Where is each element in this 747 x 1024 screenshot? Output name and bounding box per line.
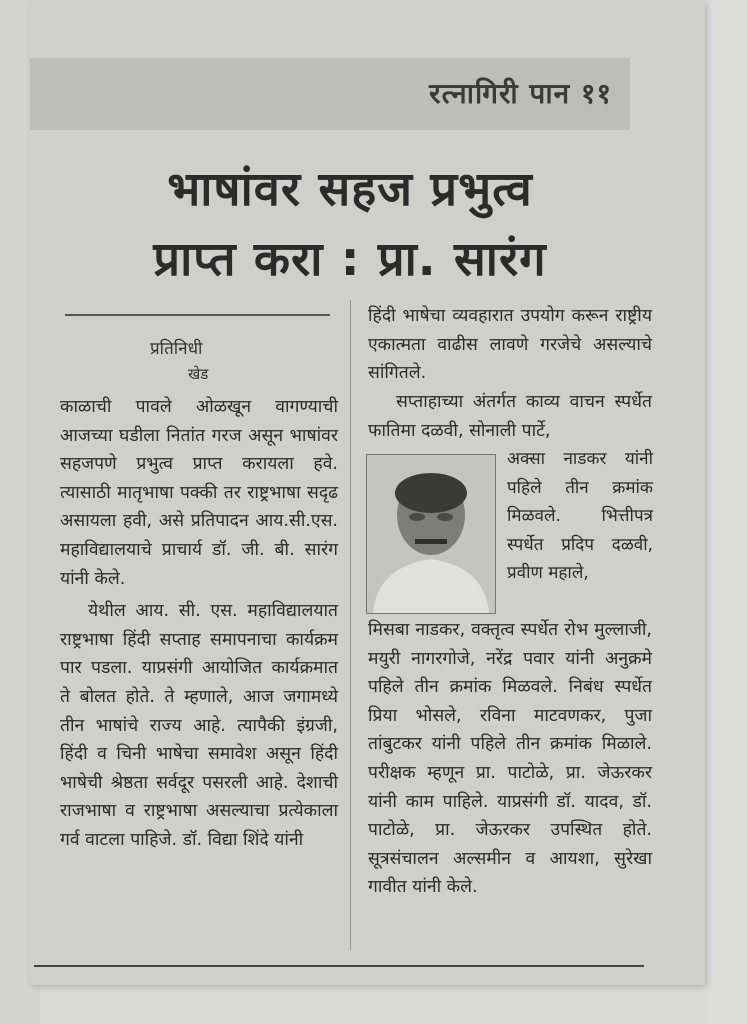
headline-rule [65,314,330,316]
article-column-right-narrow [507,445,653,588]
article-paragraph: मिसबा नाडकर, वक्तृत्व स्पर्धेत रोभ मुल्लाजी, मयुरी नागरगोजे, नरेंद्र पवार यांनी अनुक्रमे पहिले तीन क्रमांक मिळवले. निबंध स्पर्धेत प्रिया भोसले, रविना माटवणकर, पुजा तांबुटकर यांनी पहिले तीन क्रमांक मिळाले. परीक्षक म्हणून प्रा. पाटोळे, प्रा. जेऊरकर यांनी काम पाहिले. याप्रसंगी डॉ. यादव, डॉ. पाटोळे, प्रा. जेऊरकर उपस्थित होते. सूत्रसंचालन अल्समीन व आयशा, सुरेखा गावीत यांनी केले. [368,620,652,898]
article-column-right-top [368,302,652,388]
article-paragraph: हिंदी भाषेचा व्यवहारात उपयोग करून राष्ट्रीय एकात्मता वाढीस लावणे गरजेचे असल्याचे सांगितले. [368,306,652,384]
article-paragraph: सप्ताहाच्या अंतर्गत काव्य वाचन स्पर्धेत फातिमा दळवी, सोनाली पार्टे, [368,392,652,441]
byline-reporter: प्रतिनिधी [150,339,203,359]
byline-place: खेड [188,365,209,383]
article-column-right-mid [368,388,652,445]
bottom-rule [34,965,644,967]
article-paragraph: काळाची पावले ओळखून वागण्याची आजच्या घडीला नितांत गरज असून भाषांवर सहजपणे प्रभुत्व प्राप्त करायला हवे. त्यासाठी मातृभाषा पक्की तर राष्ट्रभाषा सदृढ असायला हवी, असे प्रतिपादन आय.सी.एस. महाविद्यालयाचे प्राचार्य डॉ. जी. बी. सारंग यांनी केले. [60,397,338,589]
background-right [705,0,747,1024]
article-paragraph: येथील आय. सी. एस. महाविद्यालयात राष्ट्रभाषा हिंदी सप्ताह समापनाचा कार्यक्रम पार पडला. याप्रसंगी आयोजित कार्यक्रमात ते बोलत होते. ते म्हणाले, आज जगामध्ये तीन भाषांचे राज्य आहे. त्यापैकी इंग्रजी, हिंदी व चिनी भाषेचा समावेश असून हिंदी भाषेची श्रेष्ठता सर्वदूर पसरली आहे. देशाची राजभाषा व राष्ट्रभाषा असल्याचा प्रत्येकाला गर्व वाटला पाहिजे. डॉ. विद्या शिंदे यांनी [60,601,338,850]
person-portrait-icon [366,454,496,614]
column-divider [350,300,351,950]
page-label: रत्नागिरी पान ११ [429,77,612,110]
headline-line-1: भाषांवर सहज प्रभुत्व [167,162,533,217]
article-column-left [60,393,338,855]
headline-line-2: प्राप्त करा : प्रा. सारंग [153,232,547,287]
article-paragraph: अक्सा नाडकर यांनी पहिले तीन क्रमांक मिळवले. भित्तीपत्र स्पर्धेत प्रदिप दळवी, प्रवीण महाले, [507,449,653,584]
article-column-right-bottom [368,616,652,902]
